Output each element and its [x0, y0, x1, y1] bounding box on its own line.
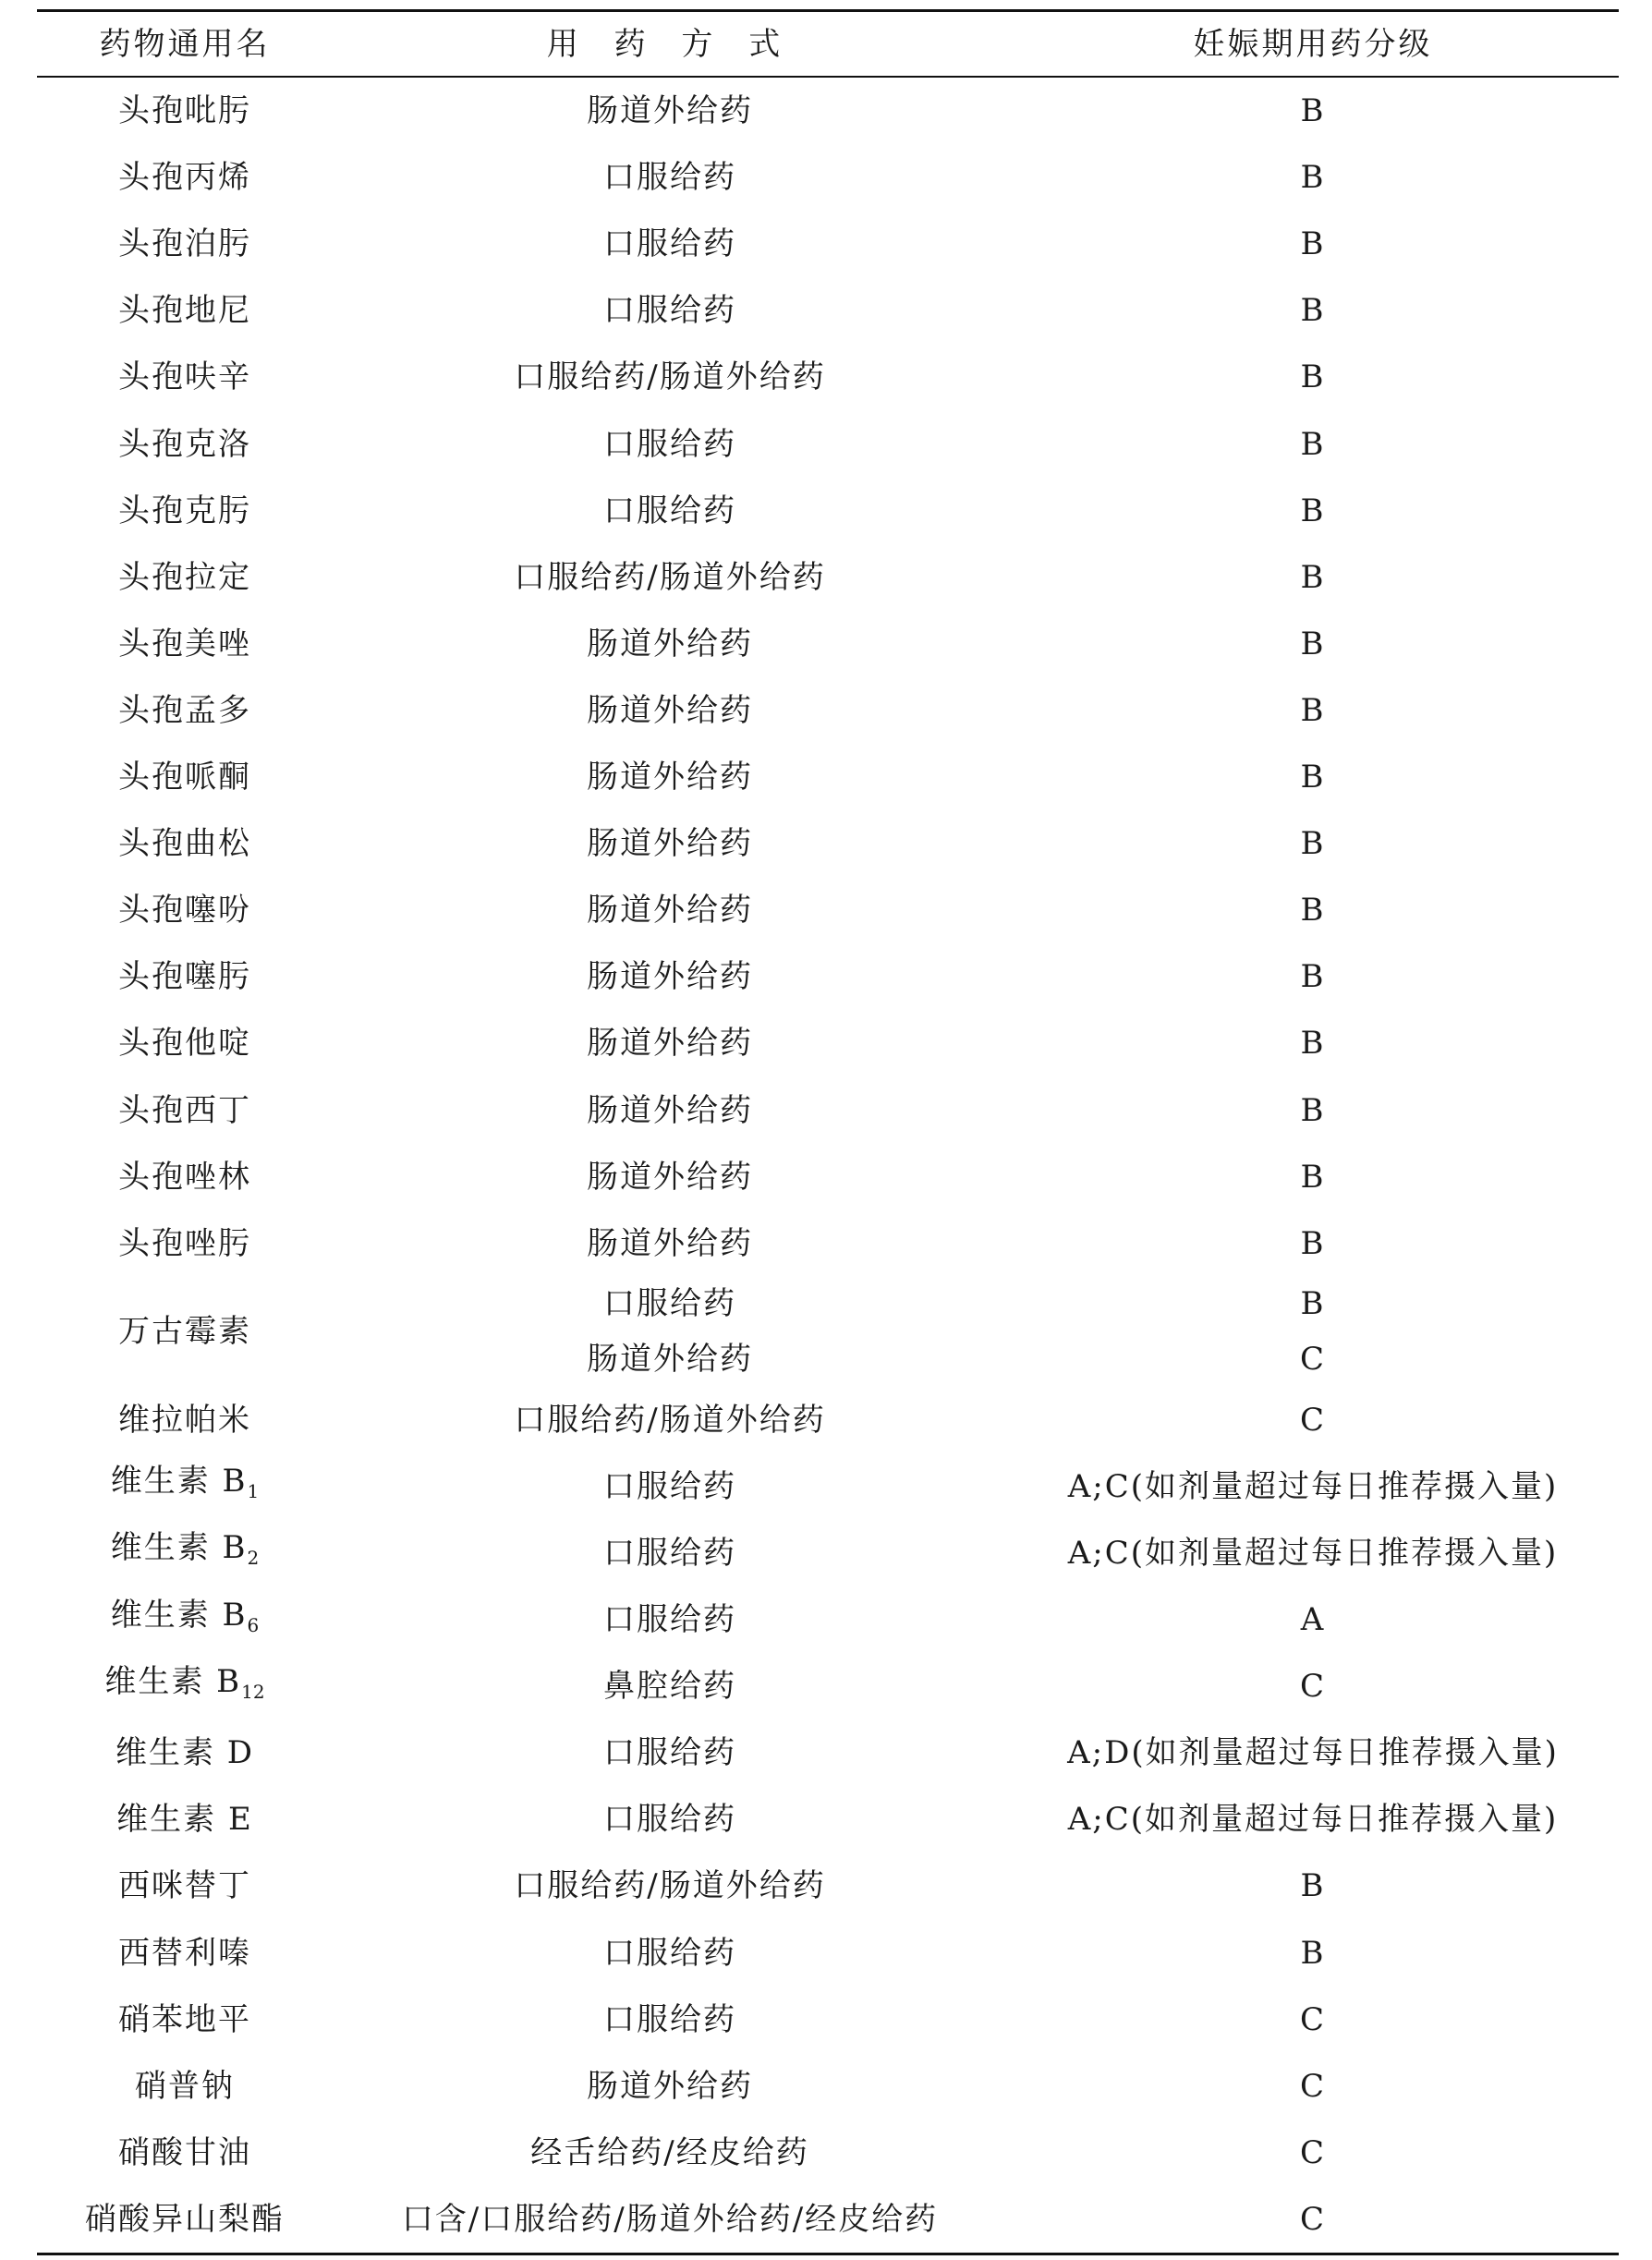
route-cell	[333, 1520, 1007, 1586]
drug-name: 头孢克肟	[118, 492, 251, 529]
pregnancy-grade-cell	[1007, 877, 1619, 943]
table-row	[37, 1586, 1619, 1653]
pregnancy-grade-cell	[1007, 78, 1619, 144]
route-cell	[333, 1387, 1007, 1453]
drug-name-cell	[37, 1853, 333, 1919]
route-cell	[333, 2186, 1007, 2253]
table-row	[37, 1210, 1619, 1277]
pregnancy-grade-text: B	[1300, 425, 1326, 463]
pregnancy-grade-cell	[1007, 277, 1619, 344]
drug-name: 头孢呋辛	[118, 358, 251, 396]
pregnancy-grade-cell	[1007, 1920, 1619, 1987]
drug-name: 维生素 B	[110, 1596, 248, 1634]
drug-name: 西替利嗪	[118, 1934, 251, 1972]
drug-name: 头孢克洛	[118, 425, 251, 463]
drug-name-cell	[37, 1144, 333, 1210]
pregnancy-grade-text: C	[1299, 2067, 1326, 2105]
drug-name-cell	[37, 1453, 333, 1520]
table-row	[37, 1719, 1619, 1786]
pregnancy-grade-cell	[1007, 410, 1619, 477]
pregnancy-grade-text: B	[1300, 691, 1326, 729]
pregnancy-grade-text: B	[1300, 292, 1326, 330]
drug-name: 硝酸甘油	[118, 2133, 251, 2171]
route-text: 肠道外给药	[587, 1341, 753, 1379]
pregnancy-grade-cell	[1007, 1076, 1619, 1143]
drug-name: 头孢唑肟	[118, 1224, 251, 1262]
drug-name-cell	[37, 144, 333, 211]
pregnancy-grade-text: B	[1300, 1934, 1326, 1972]
route-text: 肠道外给药	[587, 825, 753, 863]
route-cell	[333, 1277, 1007, 1387]
route-text: 口服给药	[603, 1467, 736, 1505]
drug-name: 硝苯地平	[118, 2000, 251, 2038]
route-text: 肠道外给药	[587, 1224, 753, 1262]
route-text: 经舌给药/经皮给药	[530, 2133, 809, 2171]
drug-name: 头孢他啶	[118, 1025, 251, 1063]
pregnancy-grade-text: A;D(如剂量超过每日推荐摄入量)	[1067, 1734, 1559, 1772]
route-cell	[333, 744, 1007, 810]
drug-name: 头孢噻吩	[118, 892, 251, 930]
drug-name-subscript: 1	[247, 1480, 260, 1503]
route-cell	[333, 877, 1007, 943]
pregnancy-grade-text: B	[1300, 358, 1326, 396]
drug-name: 头孢哌酮	[118, 759, 251, 796]
route-cell	[333, 144, 1007, 211]
drug-name-cell	[37, 611, 333, 677]
route-text: 肠道外给药	[587, 958, 753, 996]
route-cell	[333, 1853, 1007, 1919]
route-text: 口服给药	[603, 2000, 736, 2038]
drug-name-cell	[37, 2120, 333, 2186]
table-row	[37, 677, 1619, 744]
drug-pregnancy-table	[37, 9, 1619, 2254]
drug-name-cell	[37, 344, 333, 410]
route-text: 肠道外给药	[587, 1158, 753, 1196]
drug-name: 头孢曲松	[118, 825, 251, 863]
table-row	[37, 1853, 1619, 1919]
drug-name: 维生素 E	[116, 1801, 253, 1839]
table-row	[37, 1277, 1619, 1387]
route-cell	[333, 810, 1007, 877]
table-row	[37, 1453, 1619, 1520]
pregnancy-grade-text: C	[1299, 2133, 1326, 2171]
pregnancy-grade-text: C	[1299, 2000, 1326, 2038]
pregnancy-grade-text: A	[1300, 1601, 1326, 1639]
drug-name: 头孢吡肟	[118, 92, 251, 130]
table-row	[37, 277, 1619, 344]
route-cell	[333, 544, 1007, 611]
pregnancy-grade-text: B	[1300, 1867, 1326, 1905]
route-cell	[333, 1210, 1007, 1277]
drug-name: 头孢孟多	[118, 691, 251, 729]
pregnancy-grade-text: B	[1300, 625, 1326, 662]
table-row	[37, 1010, 1619, 1076]
drug-name: 硝普钠	[135, 2067, 235, 2105]
route-cell	[333, 1586, 1007, 1653]
drug-name-wrap	[111, 1453, 260, 1519]
route-cell	[333, 2120, 1007, 2186]
table-bottom-rule	[37, 2253, 1619, 2255]
pregnancy-grade-text: B	[1300, 1158, 1326, 1196]
route-cell	[333, 277, 1007, 344]
route-cell	[333, 410, 1007, 477]
drug-name-subscript: 12	[241, 1680, 265, 1703]
table-row	[37, 744, 1619, 810]
pregnancy-grade-cell	[1007, 1520, 1619, 1586]
drug-name-cell	[37, 1010, 333, 1076]
pregnancy-grade-text: B	[1300, 958, 1326, 996]
route-cell	[333, 1786, 1007, 1853]
route-text: 口服给药	[603, 425, 736, 463]
drug-name: 维生素 B	[104, 1662, 242, 1700]
pregnancy-grade-cell	[1007, 211, 1619, 277]
table-row	[37, 1987, 1619, 2053]
drug-name: 头孢丙烯	[118, 159, 251, 197]
drug-name-cell	[37, 2053, 333, 2120]
pregnancy-grade-cell	[1007, 1719, 1619, 1786]
drug-name-cell	[37, 1387, 333, 1453]
pregnancy-grade-text: A;C(如剂量超过每日推荐摄入量)	[1067, 1801, 1559, 1839]
route-text: 肠道外给药	[587, 1091, 753, 1129]
table-row	[37, 2186, 1619, 2253]
drug-name-wrap	[111, 1587, 260, 1653]
route-cell	[333, 211, 1007, 277]
pregnancy-grade-cell	[1007, 1653, 1619, 1719]
drug-name-cell	[37, 2186, 333, 2253]
drug-name-cell	[37, 943, 333, 1010]
drug-name: 万古霉素	[118, 1313, 251, 1351]
table-header-row	[37, 12, 1619, 76]
route-text: 口服给药/肠道外给药	[514, 1401, 826, 1439]
pregnancy-grade-cell	[1007, 1210, 1619, 1277]
route-text: 口服给药	[603, 1934, 736, 1972]
pregnancy-grade-text: B	[1300, 892, 1326, 930]
table-row	[37, 2120, 1619, 2186]
route-cell	[333, 611, 1007, 677]
header-route: 用 药 方 式	[546, 25, 794, 63]
table-row	[37, 1520, 1619, 1586]
route-text: 肠道外给药	[587, 625, 753, 662]
route-text: 口含/口服给药/肠道外给药/经皮给药	[401, 2200, 939, 2238]
drug-name: 头孢西丁	[118, 1091, 251, 1129]
table-row	[37, 943, 1619, 1010]
pregnancy-grade-text: C	[1299, 2200, 1326, 2238]
table-row	[37, 1920, 1619, 1987]
pregnancy-grade-text: B	[1300, 1285, 1326, 1323]
pregnancy-grade-text: B	[1300, 1091, 1326, 1129]
pregnancy-grade-cell	[1007, 144, 1619, 211]
route-text: 口服给药	[603, 492, 736, 529]
route-cell	[333, 943, 1007, 1010]
pregnancy-grade-cell	[1007, 2186, 1619, 2253]
drug-name-cell	[37, 1987, 333, 2053]
route-text: 肠道外给药	[587, 691, 753, 729]
pregnancy-grade-cell	[1007, 1987, 1619, 2053]
route-text: 肠道外给药	[587, 759, 753, 796]
pregnancy-grade-cell	[1007, 1144, 1619, 1210]
drug-name: 维生素 B	[110, 1529, 248, 1567]
table-row	[37, 78, 1619, 144]
route-text: 口服给药	[603, 1801, 736, 1839]
table-row	[37, 1387, 1619, 1453]
drug-name-cell	[37, 744, 333, 810]
drug-name-subscript: 6	[247, 1613, 260, 1636]
pregnancy-grade-text: B	[1300, 159, 1326, 197]
drug-name-cell	[37, 1520, 333, 1586]
route-text: 口服给药	[603, 1534, 736, 1572]
pregnancy-grade-text: C	[1299, 1668, 1326, 1706]
drug-name-cell	[37, 1786, 333, 1853]
table-row	[37, 2053, 1619, 2120]
table-row	[37, 1144, 1619, 1210]
drug-name-cell	[37, 1277, 333, 1387]
route-cell	[333, 1653, 1007, 1719]
pregnancy-grade-text: B	[1300, 492, 1326, 529]
drug-name-cell	[37, 677, 333, 744]
drug-name: 维拉帕米	[118, 1401, 251, 1439]
table-row	[37, 611, 1619, 677]
drug-name-cell	[37, 211, 333, 277]
table-row	[37, 877, 1619, 943]
drug-name: 头孢噻肟	[118, 958, 251, 996]
table-row	[37, 344, 1619, 410]
pregnancy-grade-cell	[1007, 810, 1619, 877]
drug-name-cell	[37, 1210, 333, 1277]
drug-name: 头孢泊肟	[118, 225, 251, 263]
pregnancy-grade-cell	[1007, 2053, 1619, 2120]
drug-name-cell	[37, 410, 333, 477]
route-text: 口服给药/肠道外给药	[514, 558, 826, 596]
drug-name: 头孢地尼	[118, 292, 251, 330]
route-text: 口服给药	[603, 1734, 736, 1772]
drug-name-cell	[37, 877, 333, 943]
pregnancy-grade-text: B	[1300, 1025, 1326, 1063]
drug-name: 头孢唑林	[118, 1158, 251, 1196]
table-row	[37, 211, 1619, 277]
route-cell	[333, 1010, 1007, 1076]
route-cell	[333, 1920, 1007, 1987]
pregnancy-grade-cell	[1007, 1387, 1619, 1453]
table-row	[37, 1076, 1619, 1143]
route-text: 肠道外给药	[587, 1025, 753, 1063]
pregnancy-grade-text: B	[1300, 1224, 1326, 1262]
route-text: 口服给药	[603, 1285, 736, 1323]
pregnancy-grade-cell	[1007, 1853, 1619, 1919]
route-cell	[333, 78, 1007, 144]
pregnancy-grade-text: C	[1299, 1341, 1326, 1379]
drug-name-cell	[37, 1076, 333, 1143]
route-text: 口服给药/肠道外给药	[514, 1867, 826, 1905]
pregnancy-grade-text: A;C(如剂量超过每日推荐摄入量)	[1067, 1534, 1559, 1572]
route-cell	[333, 1453, 1007, 1520]
pregnancy-grade-cell	[1007, 1586, 1619, 1653]
pregnancy-grade-cell	[1007, 943, 1619, 1010]
drug-name: 维生素 B	[110, 1463, 248, 1501]
route-cell	[333, 1144, 1007, 1210]
route-cell	[333, 1719, 1007, 1786]
drug-name: 头孢拉定	[118, 558, 251, 596]
pregnancy-grade-cell	[1007, 2120, 1619, 2186]
pregnancy-grade-text: B	[1300, 759, 1326, 796]
drug-name-cell	[37, 78, 333, 144]
pregnancy-grade-text: B	[1300, 558, 1326, 596]
route-cell	[333, 1076, 1007, 1143]
drug-name-cell	[37, 478, 333, 544]
route-cell	[333, 677, 1007, 744]
drug-name: 头孢美唑	[118, 625, 251, 662]
drug-name-subscript: 2	[247, 1547, 260, 1570]
pregnancy-grade-text: A;C(如剂量超过每日推荐摄入量)	[1067, 1467, 1559, 1505]
drug-name-cell	[37, 277, 333, 344]
route-cell	[333, 344, 1007, 410]
table-row	[37, 144, 1619, 211]
pregnancy-grade-cell	[1007, 1277, 1619, 1387]
pregnancy-grade-text: C	[1299, 1401, 1326, 1439]
route-cell	[333, 2053, 1007, 2120]
drug-name: 维生素 D	[115, 1734, 255, 1772]
route-cell	[333, 478, 1007, 544]
table-row	[37, 544, 1619, 611]
table-row	[37, 810, 1619, 877]
table-row	[37, 1653, 1619, 1719]
drug-name-cell	[37, 1653, 333, 1719]
pregnancy-grade-cell	[1007, 478, 1619, 544]
pregnancy-grade-cell	[1007, 744, 1619, 810]
route-text: 鼻腔给药	[603, 1668, 736, 1706]
drug-name: 西咪替丁	[118, 1867, 251, 1905]
route-text: 肠道外给药	[587, 892, 753, 930]
drug-name-cell	[37, 544, 333, 611]
route-text: 肠道外给药	[587, 92, 753, 130]
route-text: 口服给药	[603, 225, 736, 263]
drug-name-cell	[37, 1586, 333, 1653]
pregnancy-grade-cell	[1007, 1786, 1619, 1853]
route-cell	[333, 1987, 1007, 2053]
header-drug-name: 药物通用名	[99, 25, 271, 63]
route-text: 口服给药	[603, 292, 736, 330]
drug-name-cell	[37, 1920, 333, 1987]
pregnancy-grade-text: B	[1300, 225, 1326, 263]
pregnancy-grade-cell	[1007, 1453, 1619, 1520]
route-text: 口服给药/肠道外给药	[514, 358, 826, 396]
pregnancy-grade-cell	[1007, 611, 1619, 677]
pregnancy-grade-cell	[1007, 544, 1619, 611]
table-row	[37, 478, 1619, 544]
drug-name-cell	[37, 810, 333, 877]
drug-name: 硝酸异山梨酯	[85, 2200, 285, 2238]
drug-name-wrap	[104, 1654, 264, 1719]
pregnancy-grade-cell	[1007, 677, 1619, 744]
pregnancy-grade-cell	[1007, 1010, 1619, 1076]
route-text: 口服给药	[603, 1601, 736, 1639]
drug-name-wrap	[111, 1520, 260, 1586]
drug-name-cell	[37, 1719, 333, 1786]
header-pregnancy-grade: 妊娠期用药分级	[1193, 25, 1433, 63]
pregnancy-grade-cell	[1007, 344, 1619, 410]
table-row	[37, 1786, 1619, 1853]
table-row	[37, 410, 1619, 477]
pregnancy-grade-text: B	[1300, 825, 1326, 863]
route-text: 口服给药	[603, 159, 736, 197]
pregnancy-grade-text: B	[1300, 92, 1326, 130]
route-text: 肠道外给药	[587, 2067, 753, 2105]
